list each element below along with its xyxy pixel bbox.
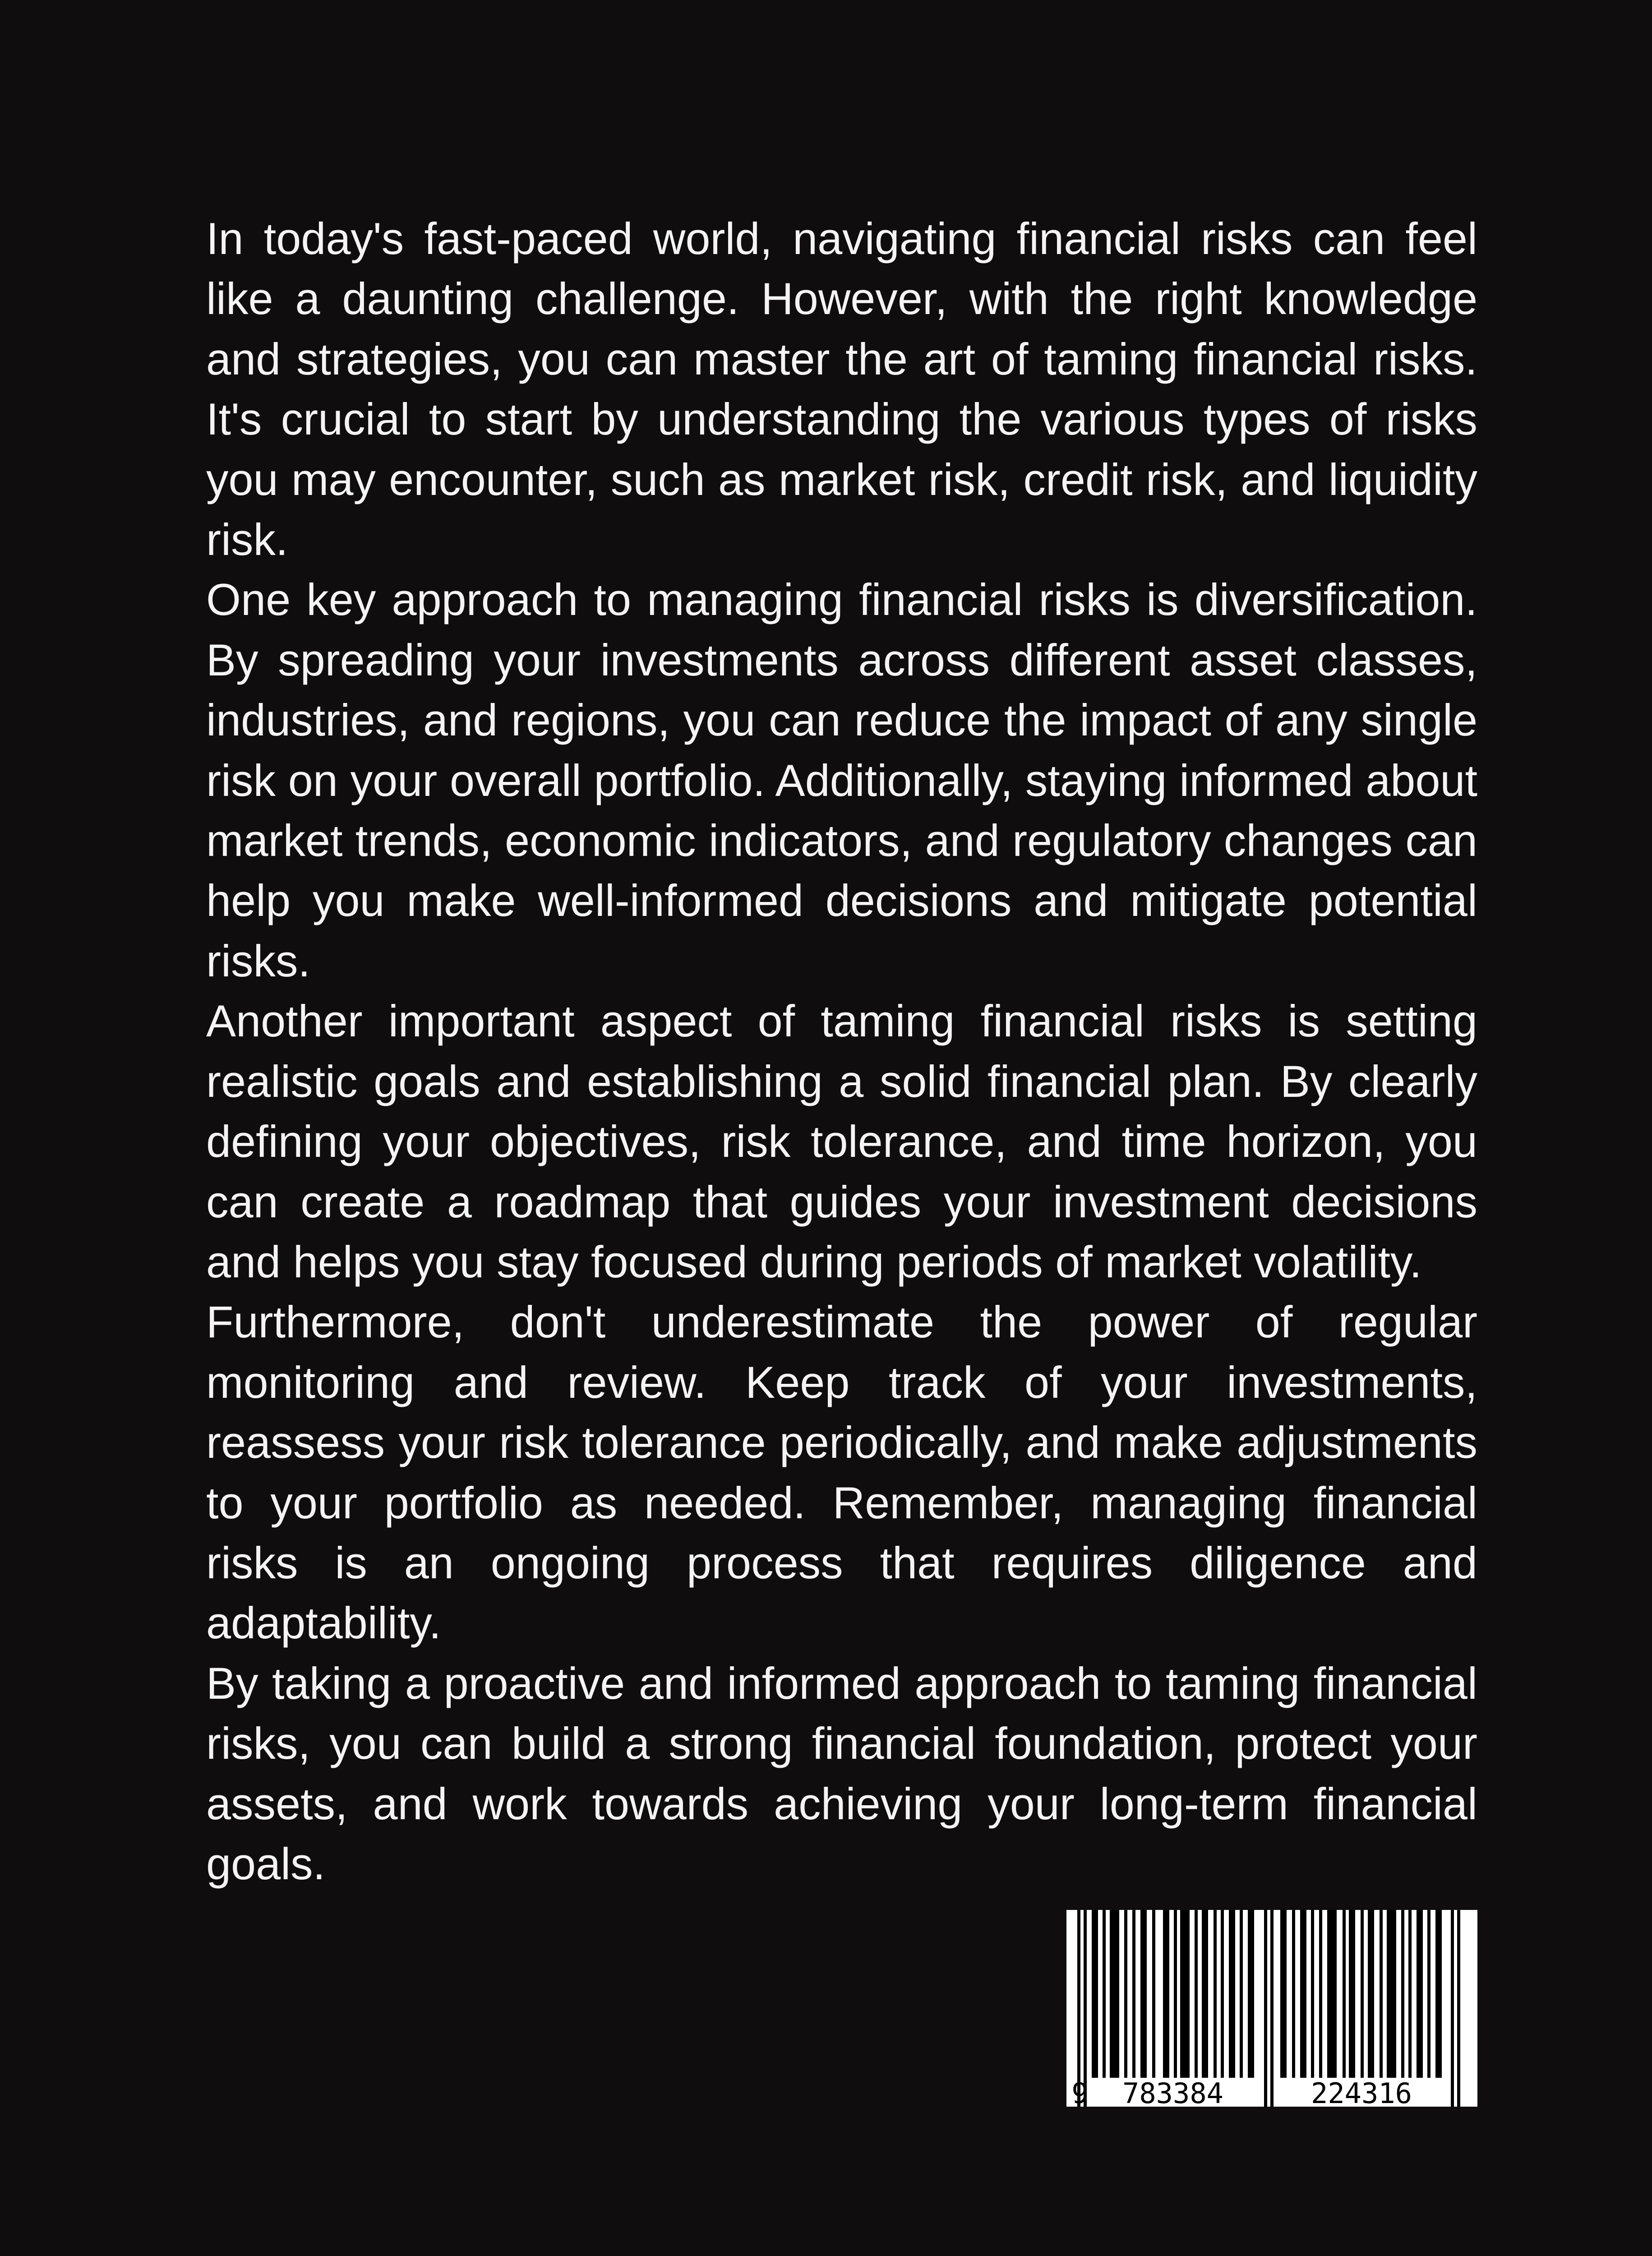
isbn-barcode — [1066, 1910, 1477, 2107]
blurb-paragraph-2: One key approach to managing financial risks is diversification. By spreading your investments across different asset classes, industries, and regions, you can reduce the impact of any single risk on your overall portfolio. Additionally, staying informed about market trends, economic indicators, and regulatory changes can help you make well-informed decisions and mitigate potential risks. — [206, 574, 1477, 986]
blurb-paragraph-5: By taking a proactive and informed approach to taming financial risks, you can build a strong financial foundation, protect your assets, and work towards achieving your long-term financial goals. — [206, 1658, 1477, 1889]
barcode-right-digits: 224316 — [1311, 2077, 1412, 2107]
blurb-text — [206, 208, 1477, 1894]
barcode-left-digits: 783384 — [1122, 2077, 1223, 2107]
blurb-paragraph-1: In today's fast-paced world, navigating financial risks can feel like a daunting challenge. However, with the right knowledge and strategies, you can master the art of taming financial risks. It's crucial to start by understanding the various types of risks you may encounter, such as market risk, credit risk, and liquidity risk. — [206, 213, 1477, 565]
barcode-graphic — [1066, 1910, 1477, 2107]
barcode-lead-digit: 9 — [1071, 2077, 1089, 2107]
blurb-paragraph-3: Another important aspect of taming financial risks is setting realistic goals and establishing a solid financial plan. By clearly defining your objectives, risk tolerance, and time horizon, you can create a roadmap that guides your investment decisions and helps you stay focused during periods of market volatility. — [206, 996, 1477, 1287]
blurb-paragraph-4: Furthermore, don't underestimate the power of regular monitoring and review. Keep track of your investments, reassess your risk tolerance periodically, and make adjustments to your portfolio as needed. Remember, managing financial risks is an ongoing process that requires diligence and adaptability. — [206, 1297, 1477, 1648]
